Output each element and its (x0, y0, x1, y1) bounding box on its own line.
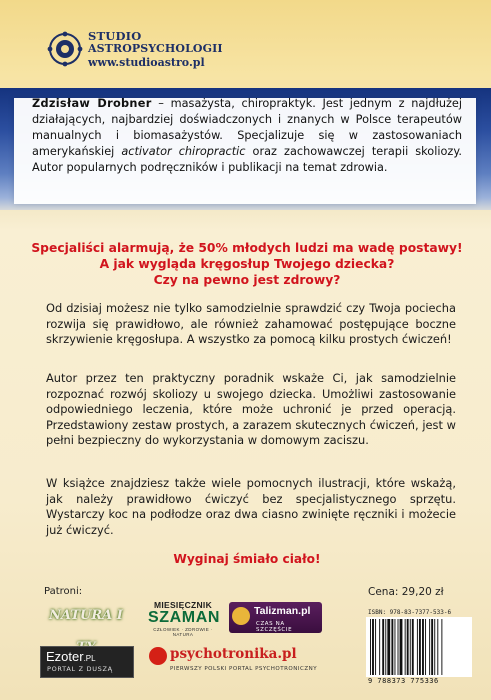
publisher-name-line1: STUDIO (88, 29, 142, 43)
headline-line2: A jak wygląda kręgosłup Twojego dziecka? (99, 257, 395, 271)
patrons-label: Patroni: (44, 586, 83, 597)
ezoter-wordmark: Ezoter (46, 649, 84, 664)
ezoter-logo (40, 646, 134, 678)
bio-text-part2: oraz zachowawczej terapii skoliozy. Autor popularnych podręczników i publikacji na temat zdrowia. (32, 145, 462, 174)
description-paragraph-1: Od dzisiaj możesz nie tylko samodzielnie sprawdzić czy Twoja pociecha rozwija się prawidłowo, ale również zahamować postępujące boczne skrzywienie kręgosłupa. A wszystko za pomocą kilku prostych ćwiczeń! (46, 301, 456, 347)
ezoter-tld: .PL (83, 654, 96, 663)
szaman-magazine-logo (148, 598, 221, 638)
szaman-kicker: MIESIĘCZNIK (153, 600, 213, 610)
isbn: ISBN: 978-83-7377-533-6 (368, 609, 452, 616)
headline-line1: Specjaliści alarmują, że 50% młodych ludzi ma wadę postawy! (31, 241, 463, 255)
psychotronika-emblem-icon (149, 647, 167, 665)
publisher-name-line2: ASTROPSYCHOLOGII (88, 42, 223, 55)
talizman-wordmark: Talizman.pl (254, 605, 311, 617)
psychotronika-wordmark: psychotronika.pl (170, 646, 297, 662)
psychotronika-tagline: PIERWSZY POLSKI PORTAL PSYCHOTRONICZNY (170, 666, 318, 672)
bio-text-part1: – masażysta, chiropraktyk. Jest jednym z najdłużej działających, najbardziej doświadczonych i znanych w Polsce terapeutów manualnych i biomasażystów. Specjalizuje się w zastosowaniach amerykańskiej (32, 97, 462, 158)
headline (30, 240, 464, 288)
psychotronika-logo (148, 646, 323, 676)
talizman-tagline: CZAS NA SZCZĘŚCIE (256, 621, 293, 633)
szaman-wordmark: SZAMAN (148, 609, 221, 626)
natura-i-ty-logo (40, 600, 132, 632)
talizman-logo (229, 602, 322, 633)
description-paragraph-2: Autor przez ten praktyczny poradnik wskaże Ci, jak samodzielnie rozpoznać rozwój skoliozy u swojego dziecka. Umożliwi zastosowanie odpowiedniego leczenia, które może uchronić je przed operacją. Przedstawiony zestaw prostych, a zarazem skutecznych ćwiczeń, jest w pełni bezpieczny do wykorzystania w domowym zaciszu. (46, 371, 456, 448)
author-bio (32, 96, 462, 176)
publisher-emblem-icon (48, 32, 82, 66)
author-name: Zdzisław Drobner (32, 97, 152, 110)
talizman-emblem-icon (232, 607, 250, 625)
description-paragraph-3: W książce znajdziesz także wiele pomocnych ilustracji, które wskażą, jak należy prawidłowo ćwiczyć bez specjalistycznego sprzętu. Wystarczy koc na podłodze oraz dwa ciasno zwinięte ręczniki i możecie już ćwiczyć. (46, 476, 456, 537)
publisher-url: www.studioastro.pl (88, 56, 205, 69)
szaman-tagline: CZŁOWIEK · ZDROWIE · NATURA (153, 627, 213, 637)
slogan: Wyginaj śmiało ciało! (173, 552, 321, 566)
barcode-number: 9 788373 775336 (368, 677, 439, 685)
publisher-logo (48, 24, 248, 74)
barcode (366, 617, 472, 677)
natura-i-ty-wordmark: NATURA I (49, 608, 123, 623)
ezoter-tagline: PORTAL Z DUSZĄ (47, 665, 113, 673)
bio-italic-term: activator chiropractic (121, 145, 246, 158)
price: Cena: 29,20 zł (368, 586, 444, 598)
headline-line3: Czy na pewno jest zdrowy? (153, 273, 341, 287)
